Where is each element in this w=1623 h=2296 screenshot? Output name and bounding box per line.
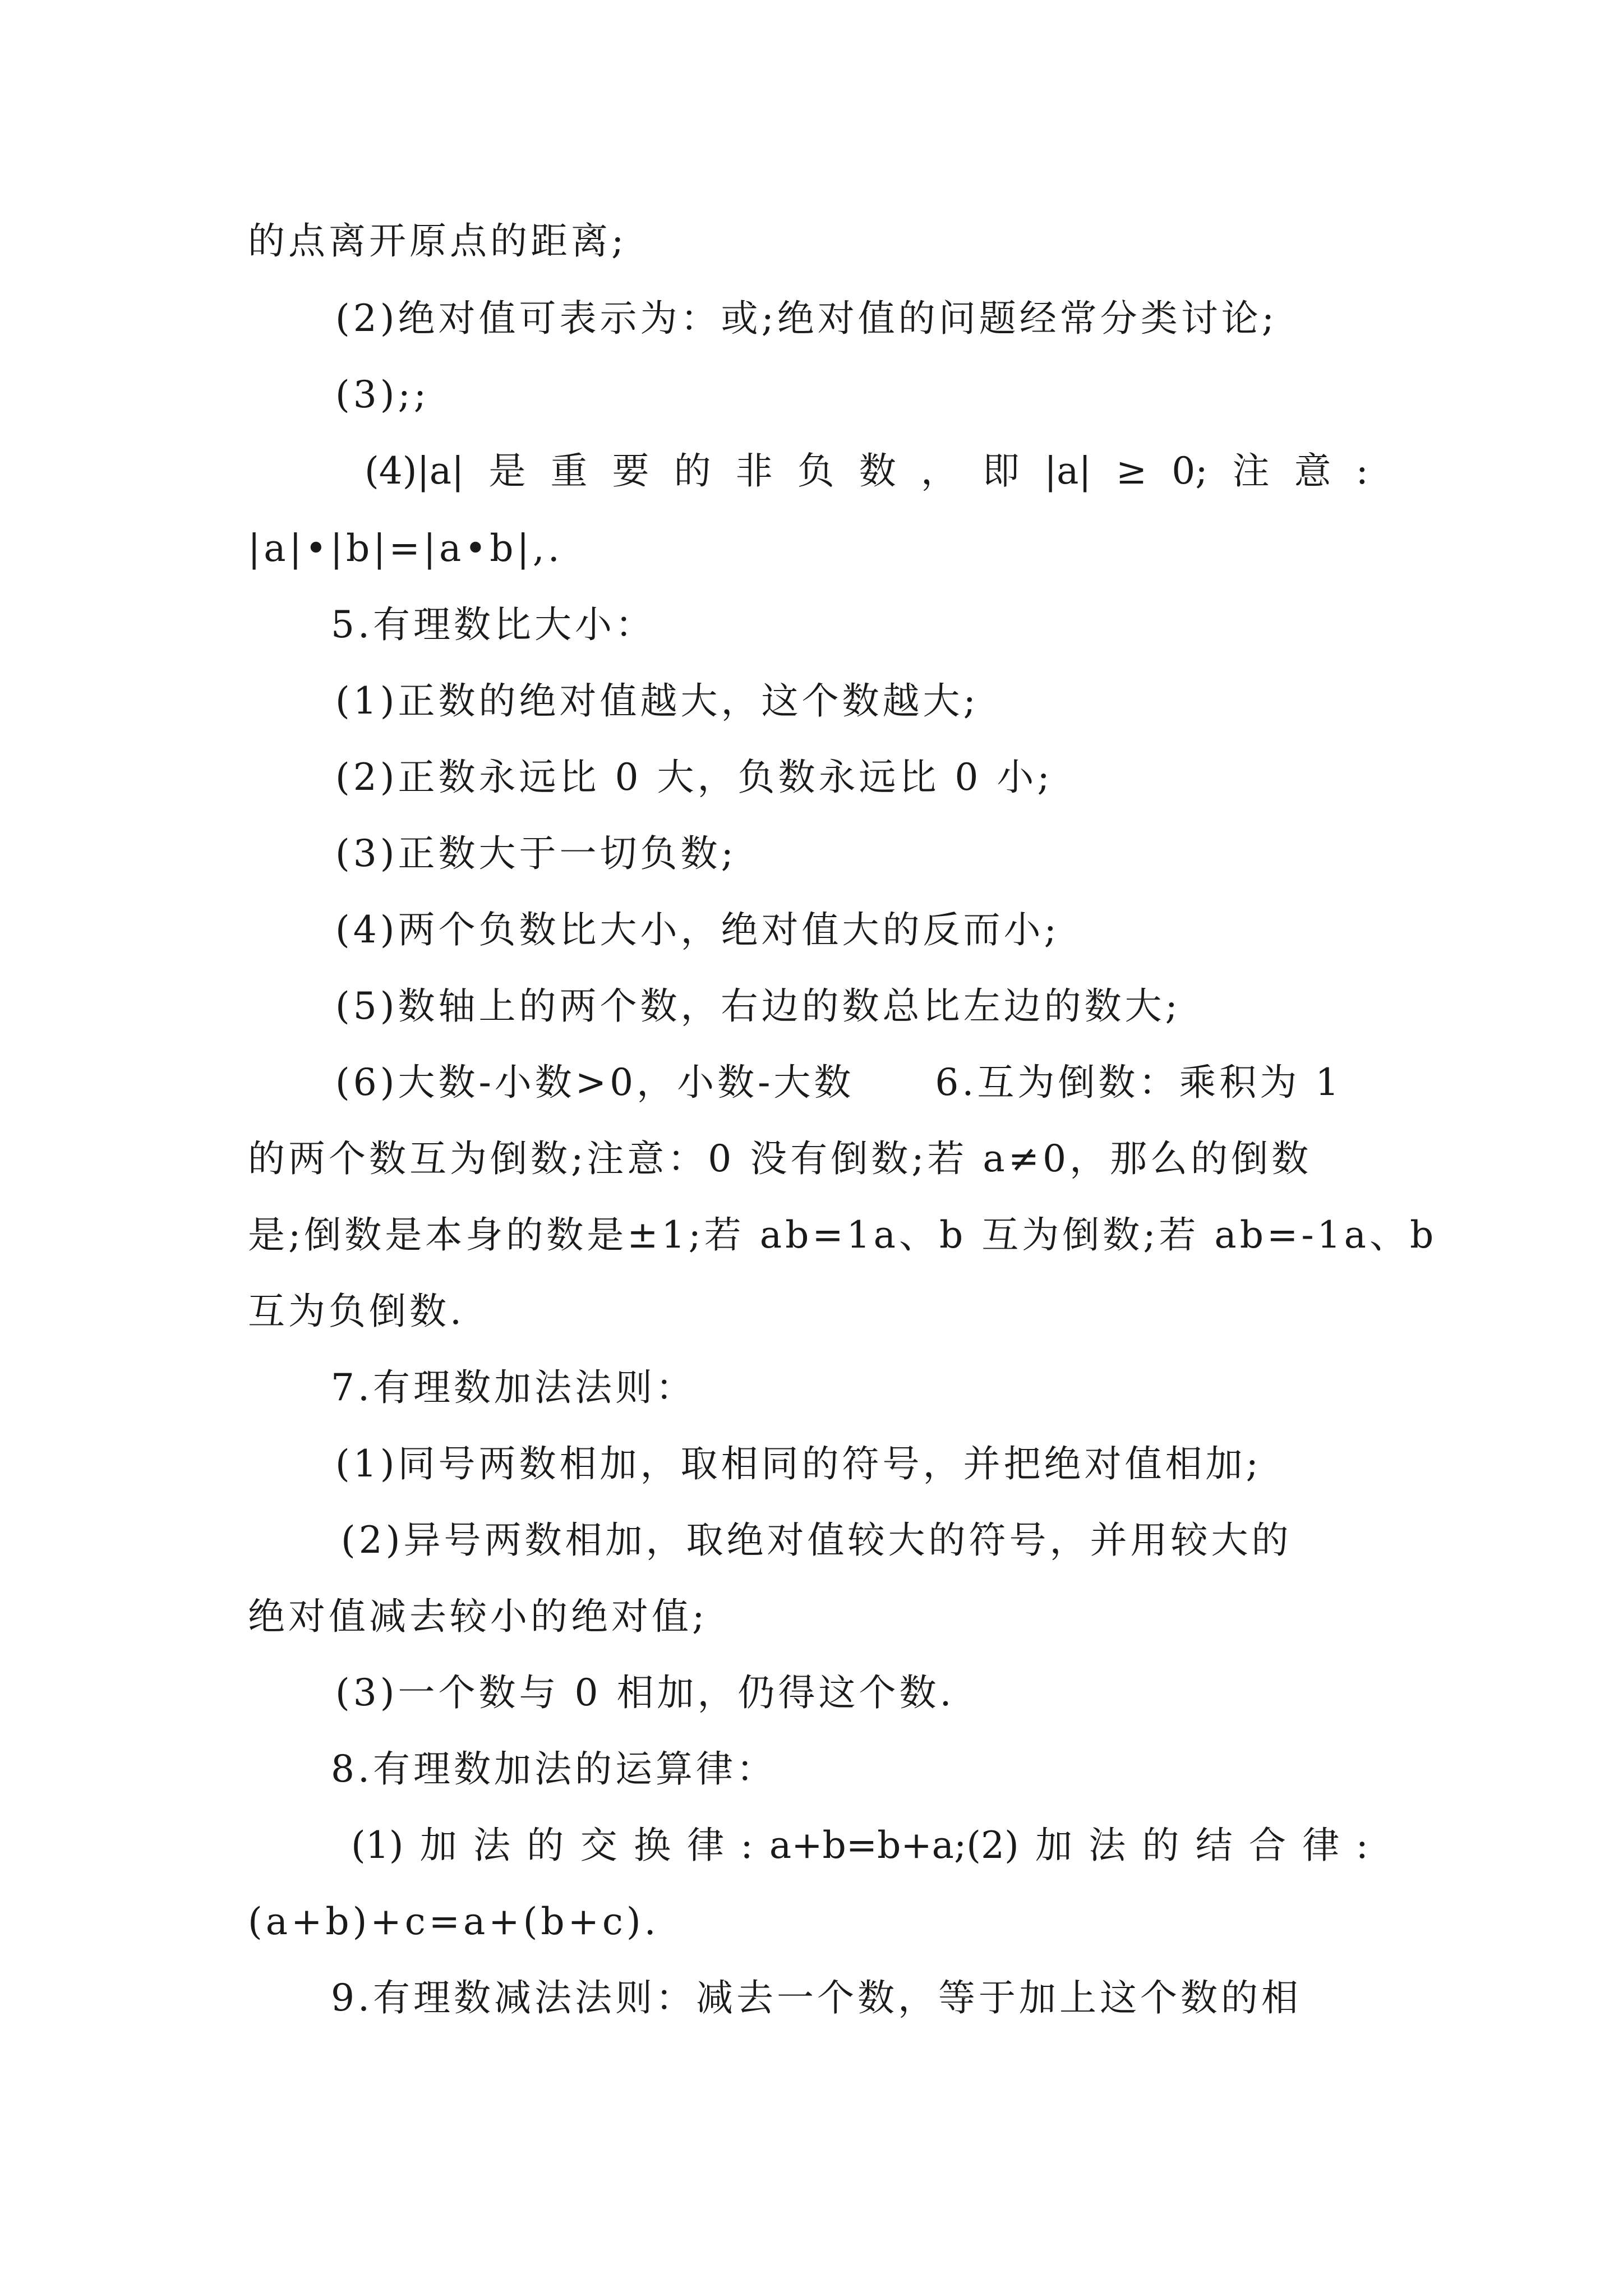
text-line-21: 8.有理数加法的运算律： — [331, 1747, 777, 1791]
text-line-4-part-1: (4)|a| — [365, 449, 464, 493]
text-line-22-part-3: 法 — [473, 1824, 511, 1867]
text-line-23: (a+b)+c=a+(b+c). — [248, 1900, 660, 1943]
text-line-20: (3)一个数与 0 相加，仍得这个数. — [335, 1671, 955, 1714]
text-line-14: 是;倒数是本身的数是±1;若 ab=1a、b 互为倒数;若 ab=-1a、b — [248, 1213, 1437, 1257]
text-line-4-part-2: 是 — [488, 449, 526, 493]
text-line-4-part-10: 即 — [982, 449, 1020, 493]
text-line-4-part-9: ， — [920, 449, 958, 493]
text-line-11: (5)数轴上的两个数，右边的数总比左边的数大; — [335, 984, 1181, 1028]
text-line-5: |a|•|b|=|a•b|,. — [248, 527, 563, 570]
text-line-17: (1)同号两数相加，取相同的符号，并把绝对值相加; — [335, 1442, 1262, 1485]
text-line-4-part-13: 0; — [1172, 449, 1208, 493]
text-line-3: (3);; — [335, 373, 430, 416]
text-line-10: (4)两个负数比大小，绝对值大的反而小; — [335, 908, 1060, 951]
text-line-4-part-6: 非 — [735, 449, 773, 493]
text-line-4-part-12: ≥ — [1115, 449, 1147, 493]
text-line-13: 的两个数互为倒数;注意：0 没有倒数;若 a≠0，那么的倒数 — [248, 1137, 1312, 1180]
text-line-22-part-4: 的 — [527, 1824, 564, 1867]
text-line-1: 的点离开原点的距离; — [248, 219, 628, 263]
text-line-4 — [365, 443, 1368, 499]
text-line-4-part-16: : — [1355, 449, 1368, 493]
text-line-22-part-9: a+b=b+a;(2) — [769, 1824, 1019, 1867]
text-line-22-part-8: : — [740, 1824, 753, 1867]
text-line-16: 7.有理数加法法则： — [331, 1366, 696, 1409]
text-line-4-part-11: |a| — [1044, 449, 1091, 493]
text-line-22-part-16: : — [1355, 1824, 1368, 1867]
text-line-18: (2)异号两数相加，取绝对值较大的符号，并用较大的 — [341, 1519, 1292, 1562]
text-line-22-part-13: 结 — [1195, 1824, 1233, 1867]
text-line-22-part-11: 法 — [1089, 1824, 1126, 1867]
text-line-22-part-5: 交 — [580, 1824, 617, 1867]
text-line-4-part-7: 负 — [797, 449, 834, 493]
text-line-4-part-3: 重 — [550, 449, 588, 493]
text-line-12: (6)大数-小数>0，小数-大数 6.互为倒数：乘积为 1 — [335, 1061, 1343, 1104]
text-line-22-part-14: 合 — [1249, 1824, 1287, 1867]
text-line-22-part-6: 换 — [633, 1824, 671, 1867]
text-line-22 — [351, 1818, 1368, 1874]
text-line-19: 绝对值减去较小的绝对值; — [248, 1595, 708, 1638]
text-line-22-part-1: (1) — [351, 1824, 404, 1867]
text-line-22-part-10: 加 — [1035, 1824, 1072, 1867]
text-line-7: (1)正数的绝对值越大，这个数越大; — [335, 679, 979, 723]
text-line-24: 9.有理数减法法则：减去一个数，等于加上这个数的相 — [331, 1976, 1302, 2019]
text-line-6: 5.有理数比大小： — [331, 603, 656, 646]
text-line-22-part-2: 加 — [419, 1824, 457, 1867]
text-line-2: (2)绝对值可表示为：或;绝对值的问题经常分类讨论; — [335, 297, 1278, 340]
text-line-8: (2)正数永远比 0 大，负数永远比 0 小; — [335, 756, 1053, 799]
text-line-15: 互为负倒数. — [248, 1290, 465, 1333]
text-line-22-part-15: 律 — [1302, 1824, 1340, 1867]
text-line-22-part-12: 的 — [1142, 1824, 1179, 1867]
text-line-4-part-14: 注 — [1232, 449, 1270, 493]
text-line-22-part-7: 律 — [687, 1824, 725, 1867]
text-line-4-part-4: 要 — [612, 449, 649, 493]
text-line-4-part-5: 的 — [674, 449, 711, 493]
text-line-4-part-15: 意 — [1294, 449, 1331, 493]
text-line-4-part-8: 数 — [859, 449, 896, 493]
text-line-9: (3)正数大于一切负数; — [335, 832, 737, 875]
